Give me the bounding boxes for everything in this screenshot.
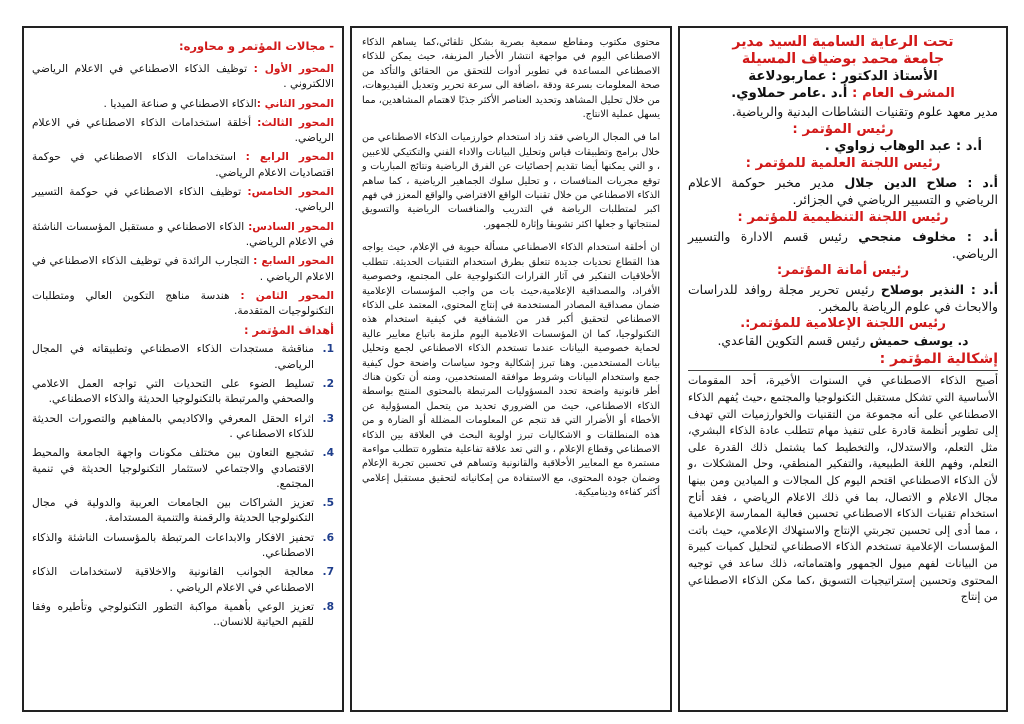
axis-item xyxy=(32,254,334,285)
director-line: مدير معهد علوم وتقنيات النشاطات البدنية والرياضية. xyxy=(731,105,998,119)
goal-item xyxy=(32,376,334,407)
goal-item xyxy=(32,564,334,595)
axis-label: المحور الرابع : xyxy=(245,151,334,164)
goal-item xyxy=(32,530,334,561)
axis-item xyxy=(32,185,334,216)
patron-line-2: جامعة محمد بوضياف المسيلة xyxy=(741,51,945,67)
general-supervisor xyxy=(688,85,998,102)
media-committee-name: د. يوسف حميش xyxy=(869,333,969,349)
media-committee-block xyxy=(688,332,998,349)
media-committee-desc: رئيس قسم التكوين القاعدي. xyxy=(717,333,866,349)
axis-label: المحور السادس: xyxy=(248,220,334,233)
rector-name: الأستاذ الدكتور : عماربودلاعة xyxy=(748,69,938,84)
organizing-committee-label: رئيس اللجنة التنظيمية للمؤتمر : xyxy=(737,209,949,225)
goal-item xyxy=(32,495,334,526)
goal-number: 8. xyxy=(322,599,334,613)
axis-text: استخدامات الذكاء الاصطناعي في حوكمة اقتصاديات الاعلام الرياضي. xyxy=(32,151,334,179)
goal-item xyxy=(32,599,334,630)
middle-paragraph-2: اما في المجال الرياضي فقد زاد استخدام خوارزميات الذكاء الاصطناعي من خلال برامج وتطبيقات قياس وتحليل البيانات والاداء الفني والتكتيكي للاعبين ، و التي يمكنها أيضا تقديم إحصائيات عن الفرق الرياضية ونتائج المباريات و توقع مجريات المنافسات ، و تحليل سلوك الجماهير الرياضية ، كما ساهم الذكاء الاصطناعي من خلال تقنيات الواقع الافتراضي والواقع المعزز في فهم اكبر لمتطلبات الرياضة في التدريب والمنافسات الرياضية والتسويق لمنتجاتها و جعلها اكثر تشويقا وإثارة للجمهور. xyxy=(362,132,660,230)
goal-item xyxy=(32,411,334,442)
middle-paragraph-1: محتوى مكتوب ومقاطع سمعية بصرية بشكل تلقائي،كما يساهم الذكاء الاصطناعي اليوم في مواجهة انتشار الأخبار المزيفة، حيث يمكن للذكاء الاصطناعي المساعدة في تطوير أدوات للتحقق من الحقائق والتأكد من صحة المعلومات بسرعة ودقة ،اضافة الى سرعة تحرير وتعديل الفيديوهات، من خلال تحليل المشاهد وتحديد العناصر الأكثر جذبًا لاهتمام المشاهدين، مما يسهل عملية الانتاج. xyxy=(362,37,660,121)
axis-text: أخلقة استخدامات الذكاء الاصطناعي في الاعلام الرياضي. xyxy=(32,116,334,145)
organizing-committee-name: أ.د : مخلوف منجحي xyxy=(858,228,999,244)
chair-label: رئيس المؤتمر : xyxy=(792,122,894,138)
goal-number: 1. xyxy=(322,342,334,356)
organizing-committee-block xyxy=(688,228,998,262)
axes-heading: - مجالات المؤتمر و محاوره: xyxy=(178,39,334,53)
goal-item xyxy=(32,341,334,372)
goal-number: 6. xyxy=(322,530,334,544)
axis-text: التجارب الرائدة في توظيف الذكاء الاصطناعي في الاعلام الرياضي . xyxy=(32,255,334,283)
axis-item xyxy=(32,220,334,251)
problem-text: أصبح الذكاء الاصطناعي في السنوات الأخيرة، أحد المقومات الأساسية التي تشكل مستقبل التكنولوجيا والمجتمع ،حيث يُفهم الذكاء الاصطناعي على أنه مجموعة من التقنيات والخوارزميات التي تهدف إلى تطوير أنظمة قادرة على تنفيذ مهام تتطلب عادة الذكاء البشري، مثل التعلم، والاستدلال، والتخطيط كما يشتمل ذلك القدرة على التعلم، وفهم اللغة الطبيعية، والتفكير المنطقي، وحل المشكلات ،و لأن الذكاء الاصطناعي اقتحم اليوم كل المجالات و الميادين ومن بينها مجال الاعلام و الاتصال، بما في ذلك الاعلام الرياضي ، فقد أتاح استخدام تقنيات الذكاء الاصطناعي تحسين فعالية الممارسة الإعلامية ، مما أدى إلى تحسين تجربتي الإنتاج والاستهلاك الإعلامي، حيث باتت المؤسسات الإعلامية تستخدم الذكاء الاصطناعي لتحليل كميات كبيرة من البيانات لفهم ميول الجمهور واهتماماته، ذلك ساعد في توجيه المحتوى وتحسين إستراتيجيات التسويق ،كما مكن الذكاء الاصطناعي من إنتاج xyxy=(688,374,998,604)
axis-label: المحور الخامس: xyxy=(247,186,334,199)
axes-list xyxy=(32,62,334,319)
media-committee-label: رئيس اللجنة الإعلامية للمؤتمر:. xyxy=(740,316,946,332)
axis-label: المحور الثامن : xyxy=(240,289,334,302)
axis-text: توظيف الذكاء الاصطناعي في الاعلام الرياضي الالكتروني . xyxy=(32,63,334,91)
chair-name: أ.د : عبد الوهاب زواوي . xyxy=(824,139,982,155)
goal-number: 2. xyxy=(322,377,334,391)
axis-label: المحور الأول : xyxy=(253,63,334,75)
column-left xyxy=(22,26,344,712)
patron-line-1: تحت الرعاية السامية السيد مدير xyxy=(732,34,954,50)
goals-heading: أهداف المؤتمر : xyxy=(244,323,334,338)
general-supervisor-label: المشرف العام : xyxy=(852,86,955,101)
goal-text: اثراء الحقل المعرفي والاكاديمي بالمفاهيم والتصورات الحديثة للذكاء الاصطناعي . xyxy=(32,411,314,440)
goals-list xyxy=(32,341,334,629)
axis-label: المحور الثالث: xyxy=(257,116,334,129)
goal-text: تسليط الضوء على التحديات التي تواجه العمل الاعلامي والصحفي والمرتبطة بالتكنولوجيا الحديثة والذكاء الاصطناعي. xyxy=(32,377,314,406)
axis-item xyxy=(32,150,334,181)
goal-text: تحفيز الافكار والابداعات المرتبطة بالمؤسسات الناشئة والذكاء الاصطناعي. xyxy=(32,530,314,560)
axis-item xyxy=(32,97,334,112)
scientific-committee-desc: مدير مخبر حوكمة الاعلام الرياضي و التسيير الرياضي في الجزائر. xyxy=(688,175,998,208)
secretariat-label: رئيس أمانة المؤتمر: xyxy=(776,263,910,279)
axis-text: توظيف الذكاء الاصطناعي في حوكمة التسيير الرياضي. xyxy=(32,186,334,214)
secretariat-desc: رئيس تحرير مجلة روافد للدراسات والابحاث في علوم الرياضة بالمخبر. xyxy=(688,282,998,315)
goal-text: مناقشة مستجدات الذكاء الاصطناعي وتطبيقاته في المجال الرياضي. xyxy=(32,342,314,371)
scientific-committee-name: أ.د : صلاح الدين جلال xyxy=(844,175,998,191)
goal-number: 4. xyxy=(322,446,334,460)
organizing-committee-desc: رئيس قسم الادارة والتسيير الرياضي. xyxy=(688,228,998,261)
secretariat-name: أ.د : النذير بوصلاح xyxy=(880,282,998,298)
goal-text: معالجة الجوانب القانونية والاخلاقية لاستخدامات الذكاء الاصطناعي في الاعلام الرياضي . xyxy=(32,565,314,594)
axis-text: هندسة مناهج التكوين العالي ومتطلبات التكنولوجيات المتقدمة. xyxy=(32,289,334,318)
secretariat-block xyxy=(688,281,998,315)
middle-paragraph-3: ان أخلقة استخدام الذكاء الاصطناعي مسألة حيوية في الإعلام، حيث يواجه هذا القطاع تحديات جديدة تتعلق بطرق استخدام التقنيات الحديثة. تتطلب الأخلاقيات التفكير في آثار القرارات التكنولوجية على المجتمع، وخصوصية الأفراد، والمصداقية الإعلامية،حيث بات من واجب المؤسسات الإعلامية ضمان مصداقية المصادر المستخدمة في إنتاج المحتوى، المعتمد على الذكاء الاصطناعي لتحقيق أكبر قدر من الشفافية في كيفية استخدام هذه التكنولوجيا، كما ان المؤسسات الاعلامية اليوم ملزمة باتباع معايير عالية لحماية خصوصية البيانات عندما تستخدم الذكاء الاصطناعي لجمع وتحليل بيانات المستخدمين. وهنا تبرز إشكالية وجود سياسات واضحة حول كيفية جمع واستخدام البيانات وشروط موافقة المستخدمين، ومنه أن تكون هناك أطر قانونية واضحة تحدد المسؤوليات المرتبطة بالمحتوى المنتج بواسطة الذكاء الاصطناعي، حيث من الضروري تحديد من يتحمل المسؤولية عن الأخطاء أو الأضرار التي قد تنجم عن المعلومات المضللة أو الضارة و من هذه المنطلقات و الاشكاليات تبرز اولوية البحث في العلاقة بين الذكاء الاصطناعي وقطاع الإعلام ، و التي تعد علاقة تفاعلية متطورة تتطلب مواءمة مستمرة مع المعايير الأخلاقية والقانونية وتساهم في تحسين تجربة الإعلام وضمان جودة المحتوى، مع الاستفادة من إمكانياته لتحقيق مستقبل إعلامي أكثر كفاءة وديناميكية. xyxy=(362,242,660,499)
goal-text: تشجيع التعاون بين مختلف مكونات واجهة الجامعة والمحيط الاقتصادي والاجتماعي لاستثمار التكنولوجيا الحديثة في تنمية المجتمع. xyxy=(32,446,314,490)
goal-item xyxy=(32,445,334,491)
column-right xyxy=(678,26,1008,712)
goal-number: 5. xyxy=(322,496,334,510)
axis-label: المحور الثاني : xyxy=(256,97,334,110)
axis-text: الذكاء الاصطناعي و مستقبل المؤسسات الناشئة في الاعلام الرياضي. xyxy=(32,220,334,248)
problem-title: إشكالية المؤتمر : xyxy=(688,350,998,371)
goal-text: تعزيز الشراكات بين الجامعات العربية والدولية في مجال التكنولوجيا الحديثة والرقمنة والتنمية المستدامة. xyxy=(32,496,314,525)
axis-text: الذكاء الاصطناعي و صناعة الميديا . xyxy=(103,97,257,110)
general-supervisor-name: أ.د .عامر حملاوي. xyxy=(731,86,848,101)
axis-label: المحور السابع : xyxy=(253,255,335,268)
goal-text: تعزيز الوعي بأهمية مواكبة التطور التكنولوجي وتأطيره وفقا للقيم الحياتية للانسان.. xyxy=(32,599,314,629)
scientific-committee-block xyxy=(688,174,998,208)
goal-number: 7. xyxy=(322,565,334,579)
axis-item xyxy=(32,116,334,147)
axis-item xyxy=(32,289,334,320)
axis-item xyxy=(32,62,334,93)
goal-number: 3. xyxy=(322,411,334,425)
scientific-committee-label: رئيس اللجنة العلمية للمؤتمر : xyxy=(745,156,941,172)
column-middle xyxy=(350,26,672,712)
